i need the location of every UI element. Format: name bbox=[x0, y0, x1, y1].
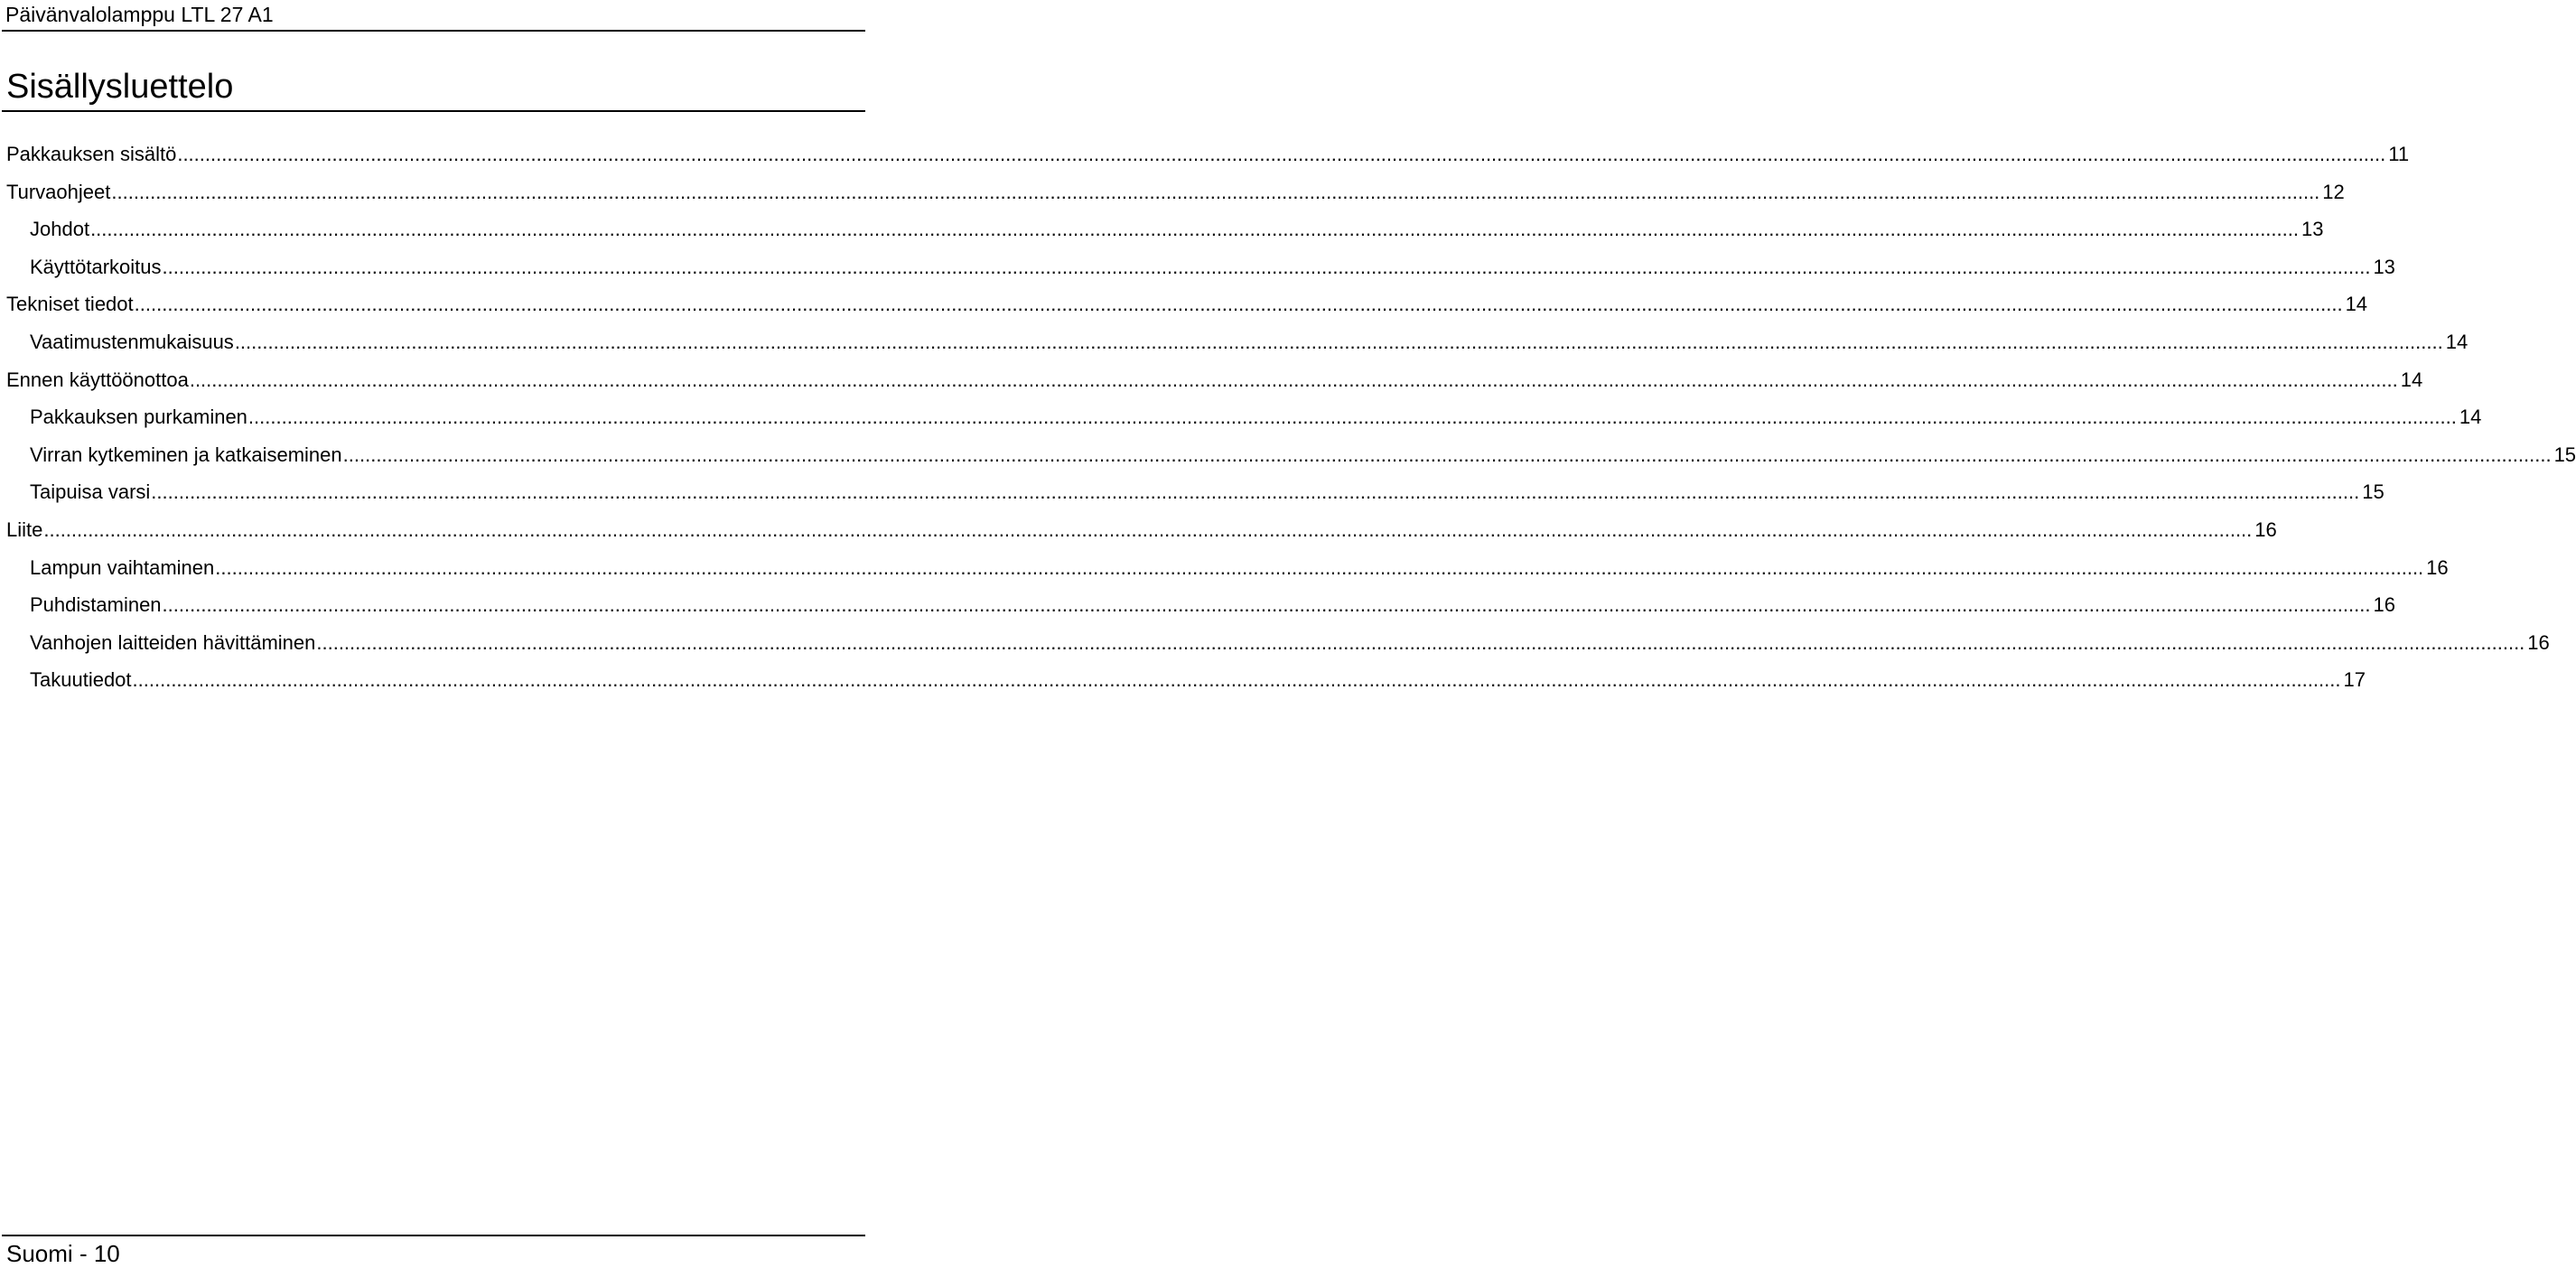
toc-entry-page-number: 16 bbox=[2426, 555, 2449, 579]
toc-entry[interactable] bbox=[0, 285, 2368, 323]
toc-entry-label: Vaatimustenmukaisuus bbox=[30, 330, 234, 353]
toc-entry-page-number: 15 bbox=[2362, 480, 2385, 504]
toc-entry[interactable] bbox=[0, 398, 2482, 436]
toc-entry-page-number: 16 bbox=[2373, 593, 2395, 617]
toc-dot-leader: ................................................................................................................................................................................................................................................................................................................................................................................................................ bbox=[134, 293, 2343, 316]
toc-entry-page-number: 14 bbox=[2459, 406, 2482, 429]
toc-entry-page-number: 14 bbox=[2445, 330, 2469, 353]
toc-entry-page-number: 12 bbox=[2322, 180, 2345, 203]
toc-entry[interactable] bbox=[0, 210, 2324, 248]
toc-dot-leader: ................................................................................................................................................................................................................................................................................................................................................................................................................ bbox=[189, 368, 2398, 391]
toc-entry[interactable] bbox=[0, 436, 2576, 474]
toc-entry-label: Tekniset tiedot bbox=[6, 293, 134, 316]
toc-entry-label: Pakkauksen purkaminen bbox=[30, 406, 247, 429]
footer-separator: - bbox=[79, 1240, 88, 1267]
toc-entry[interactable] bbox=[0, 361, 2423, 399]
toc-entry[interactable] bbox=[0, 624, 2550, 662]
toc-dot-leader: ................................................................................................................................................................................................................................................................................................................................................................................................................ bbox=[215, 555, 2424, 579]
toc-entry-label: Johdot bbox=[30, 218, 90, 241]
toc-dot-leader: ................................................................................................................................................................................................................................................................................................................................................................................................................ bbox=[151, 480, 2360, 504]
toc-entry[interactable] bbox=[0, 586, 2395, 624]
toc-entry-label: Virran kytkeminen ja katkaiseminen bbox=[30, 443, 342, 466]
toc-entry-label: Ennen käyttöönottoa bbox=[6, 368, 189, 391]
toc-entry[interactable] bbox=[0, 661, 2366, 699]
toc-entry-label: Lampun vaihtaminen bbox=[30, 555, 215, 579]
toc-entry-label: Turvaohjeet bbox=[6, 180, 111, 203]
toc-entry-label: Taipuisa varsi bbox=[30, 480, 151, 504]
toc-dot-leader: ................................................................................................................................................................................................................................................................................................................................................................................................................ bbox=[247, 406, 2457, 429]
toc-heading: Sisällysluettelo bbox=[6, 68, 234, 106]
toc-entry-label: Käyttötarkoitus bbox=[30, 255, 162, 278]
toc-entry[interactable] bbox=[0, 511, 2277, 549]
toc-entry[interactable] bbox=[0, 323, 2469, 361]
heading-divider bbox=[2, 110, 865, 112]
toc-entry-label: Liite bbox=[6, 517, 43, 541]
toc-dot-leader: ................................................................................................................................................................................................................................................................................................................................................................................................................ bbox=[111, 180, 2320, 203]
toc-entry-page-number: 13 bbox=[2301, 218, 2324, 241]
table-of-contents bbox=[0, 135, 2576, 699]
toc-entry-page-number: 13 bbox=[2373, 255, 2395, 278]
toc-entry[interactable] bbox=[0, 135, 2410, 173]
toc-dot-leader: ................................................................................................................................................................................................................................................................................................................................................................................................................ bbox=[234, 330, 2443, 353]
page-footer bbox=[6, 1239, 120, 1268]
toc-dot-leader: ................................................................................................................................................................................................................................................................................................................................................................................................................ bbox=[132, 668, 2341, 692]
footer-page-number: 10 bbox=[93, 1240, 120, 1267]
document-header-title: Päivänvalolamppu LTL 27 A1 bbox=[5, 3, 274, 26]
toc-entry-page-number: 14 bbox=[2345, 293, 2368, 316]
toc-entry[interactable] bbox=[0, 473, 2385, 511]
toc-dot-leader: ................................................................................................................................................................................................................................................................................................................................................................................................................ bbox=[342, 443, 2552, 466]
toc-dot-leader: ................................................................................................................................................................................................................................................................................................................................................................................................................ bbox=[162, 593, 2371, 617]
toc-entry-page-number: 16 bbox=[2527, 630, 2550, 654]
toc-entry-page-number: 17 bbox=[2343, 668, 2366, 692]
toc-entry[interactable] bbox=[0, 549, 2449, 587]
toc-dot-leader: ................................................................................................................................................................................................................................................................................................................................................................................................................ bbox=[90, 218, 2299, 241]
toc-dot-leader: ................................................................................................................................................................................................................................................................................................................................................................................................................ bbox=[316, 630, 2525, 654]
header-divider bbox=[2, 30, 865, 32]
toc-entry-page-number: 14 bbox=[2400, 368, 2423, 391]
toc-entry-page-number: 15 bbox=[2553, 443, 2576, 466]
toc-entry[interactable] bbox=[0, 173, 2345, 211]
footer-divider bbox=[2, 1235, 865, 1236]
toc-dot-leader: ................................................................................................................................................................................................................................................................................................................................................................................................................ bbox=[43, 517, 2253, 541]
toc-entry-label: Pakkauksen sisältö bbox=[6, 143, 177, 165]
toc-dot-leader: ................................................................................................................................................................................................................................................................................................................................................................................................................ bbox=[162, 255, 2371, 278]
toc-entry-page-number: 16 bbox=[2254, 517, 2277, 541]
toc-dot-leader: ................................................................................................................................................................................................................................................................................................................................................................................................................ bbox=[177, 143, 2386, 165]
footer-language: Suomi bbox=[6, 1240, 73, 1267]
toc-entry[interactable] bbox=[0, 248, 2395, 286]
toc-entry-page-number: 11 bbox=[2388, 143, 2410, 165]
toc-entry-label: Puhdistaminen bbox=[30, 593, 162, 617]
toc-entry-label: Takuutiedot bbox=[30, 668, 132, 692]
toc-entry-label: Vanhojen laitteiden hävittäminen bbox=[30, 630, 316, 654]
